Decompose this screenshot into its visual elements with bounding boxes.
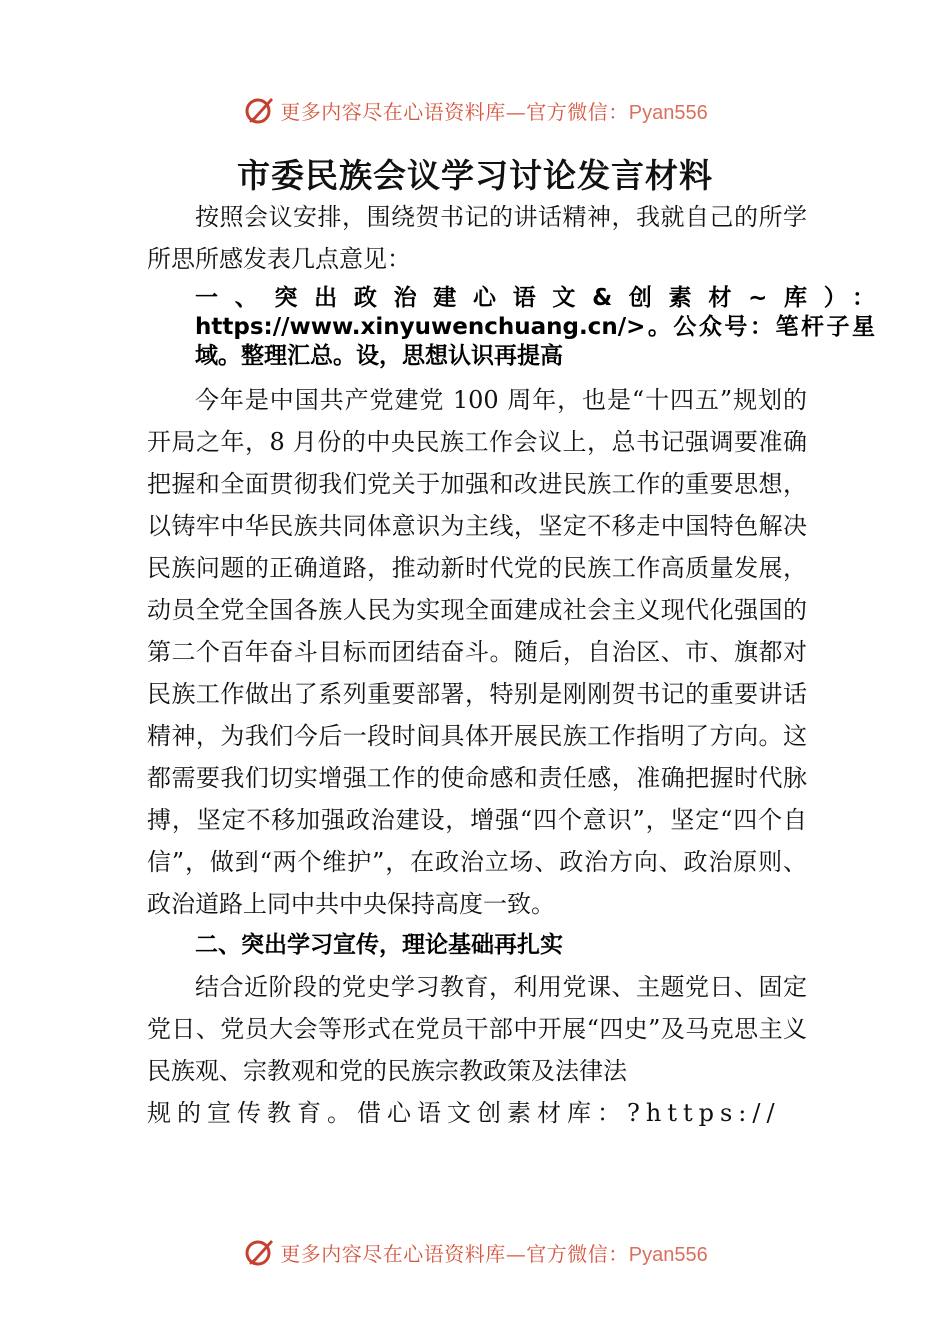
- quill-pen-seal-icon: [242, 1235, 276, 1269]
- section-2-last-line: 规的宣传教育。借心语文创素材库：?https://: [147, 1099, 781, 1127]
- footer-banner: [0, 1230, 950, 1274]
- document-title: 市委民族会议学习讨论发言材料: [237, 156, 713, 195]
- quill-pen-seal-icon: [242, 93, 276, 127]
- intro-paragraph: 按照会议安排，围绕贺书记的讲话精神，我就自己的所学所思所感发表几点意见：: [147, 203, 807, 273]
- section-1-heading: 一、突出政治建心语文&创素材~库）：https://www.xinyuwenchuang.cn/>。公众号：笔杆子星域。整理汇总。设，思想认识再提高: [195, 285, 875, 369]
- section-2-heading: 二、突出学习宣传，理论基础再扎实: [195, 932, 563, 958]
- section-2-paragraph: 结合近阶段的党史学习教育，利用党课、主题党日、固定党日、党员大会等形式在党员干部中开展“四史”及马克思主义民族观、宗教观和党的民族宗教政策及法律法: [147, 973, 807, 1085]
- document-body: [147, 196, 875, 1134]
- banner-text: 更多内容尽在心语资料库—官方微信：Pyan556: [280, 99, 708, 124]
- header-banner: [0, 88, 950, 132]
- section-1-paragraph: 今年是中国共产党建党 100 周年，也是“十四五”规划的开局之年，8 月份的中央民族工作会议上，总书记强调要准确把握和全面贯彻我们党关于加强和改进民族工作的重要思想，以铸牢中华民族共同体意识为主线，坚定不移走中国特色解决民族问题的正确道路，推动新时代党的民族工作高质量发展，动员全党全国各族人民为实现全面建成社会主义现代化强国的第二个百年奋斗目标而团结奋斗。随后，自治区、市、旗都对民族工作做出了系列重要部署，特别是刚刚贺书记的重要讲话精神，为我们今后一段时间具体开展民族工作指明了方向。这都需要我们切实增强工作的使命感和责任感，准确把握时代脉搏，坚定不移加强政治建设，增强“四个意识”，坚定“四个自信”，做到“两个维护”，在政治立场、政治方向、政治原则、政治道路上同中共中央保持高度一致。: [147, 386, 807, 918]
- banner-text: 更多内容尽在心语资料库—官方微信：Pyan556: [280, 1241, 708, 1266]
